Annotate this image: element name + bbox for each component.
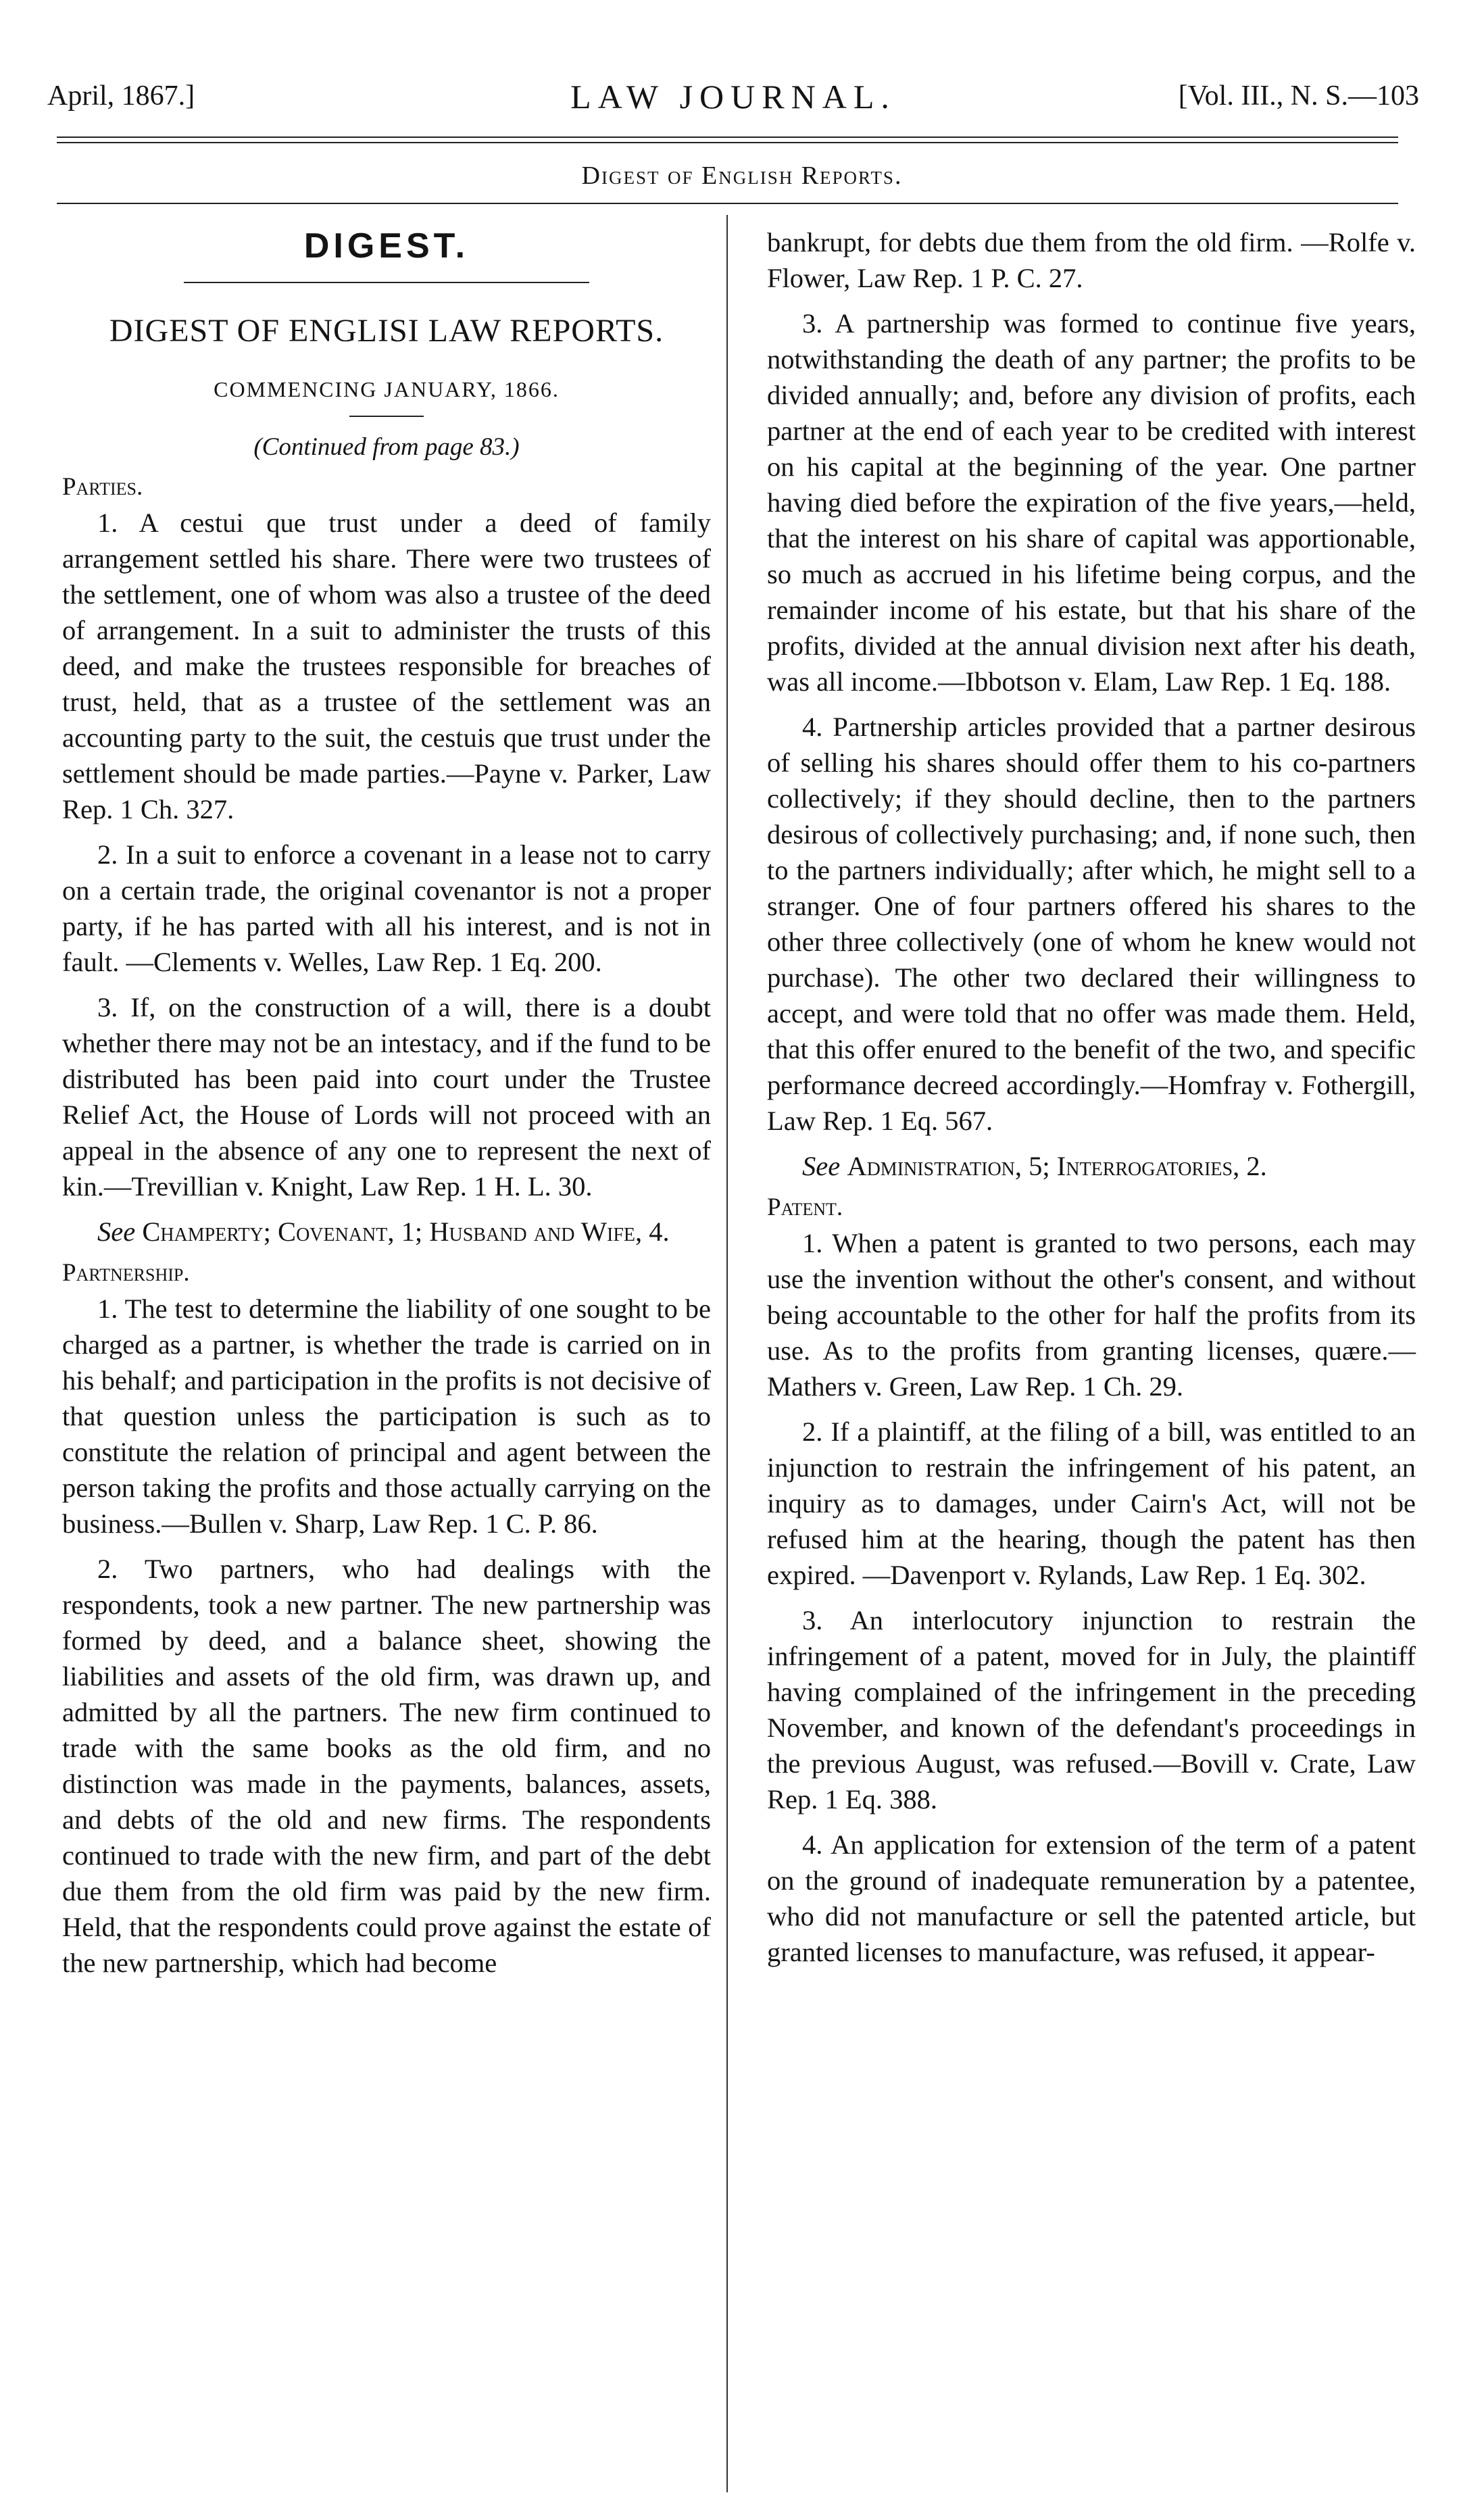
- digest-entry: 4. Partnership articles provided that a partner desirous of selling his shares should offer them to his co-partners collectively; if they should decline, then to the partners desirous of collectively purchasing; and, if none such, then to the partners individually; after which, he might sell to a stranger. One of four partners offered his shares to the other three collectively (one of whom he knew would not purchase). The other two declared their willingness to accept, and were told that no offer was made them. Held, that this offer enured to the benefit of the two, and specific performance decreed accordingly.—Homfray v. Fothergill, Law Rep. 1 Eq. 567.: [767, 712, 1416, 1136]
- cross-reference: [62, 1214, 711, 1250]
- digest-entry: 1. When a patent is granted to two persons, each may use the invention without the other's consent, and without being accountable to the other for half the profits from its use. As to the profits from granting licenses, quære.—Mathers v. Green, Law Rep. 1 Ch. 29.: [767, 1228, 1416, 1402]
- digest-title-rule: [184, 282, 589, 283]
- commencing-date: COMMENCING JANUARY, 1866.: [214, 377, 560, 401]
- column-divider: [726, 215, 728, 2492]
- digest-entry: 2. In a suit to enforce a covenant in a lease not to carry on a certain trade, the original covenantor is not a proper party, if he has parted with all his interest, and is not in fault. —Clements v. Welles, Law Rep. 1 Eq. 200.: [62, 839, 711, 977]
- section-subheading: Digest of English Reports.: [581, 162, 903, 190]
- header-rule-top: [57, 137, 1398, 138]
- digest-entry: 2. Two partners, who had dealings with the respondents, took a new partner. The new partnership was formed by deed, and a balance sheet, showing the liabilities and assets of the old firm, was drawn up, and admitted by all the partners. The new firm continued to trade with the same books as the old firm, and no distinction was made in the payments, balances, assets, and debts of the old and new firms. The respondents continued to trade with the new firm, and part of the debt due them from the old firm was paid by the new firm. Held, that the respondents could prove against the estate of the new partnership, which had become: [62, 1554, 711, 1978]
- issue-date: April, 1867.]: [47, 80, 195, 112]
- see-label: See: [97, 1216, 136, 1247]
- continued-note: (Continued from page 83.): [253, 433, 520, 461]
- digest-entry: 1. The test to determine the liability of one sought to be charged as a partner, is whether the trade is carried on in his behalf; and participation in the profits is not decisive of that question unless the participation is such as to constitute the relation of principal and agent between the person taking the profits and those actually carrying on the business.—Bullen v. Sharp, Law Rep. 1 C. P. 86.: [62, 1293, 711, 1539]
- digest-entry: 2. If a plaintiff, at the filing of a bill, was entitled to an injunction to restrain the infringement of his patent, an inquiry as to damages, under Cairn's Act, will not be refused him at the hearing, though the patent has then expired. —Davenport v. Rylands, Law Rep. 1 Eq. 302.: [767, 1416, 1416, 1590]
- digest-entry: 1. A cestui que trust under a deed of family arrangement settled his share. There were two trustees of the settlement, one of whom was also a trustee of the deed of arrangement. In a suit to administer the trusts of this deed, and make the trustees responsible for breaches of trust, held, that as a trustee of the settlement was an accounting party to the suit, the cestuis que trust under the settlement should be made parties.—Payne v. Parker, Law Rep. 1 Ch. 327.: [62, 508, 711, 824]
- see-label: See: [802, 1151, 841, 1181]
- digest-entry: 3. An interlocutory injunction to restrain the infringement of a patent, moved for in July, the plaintiff having complained of the infringement in the preceding November, and known of the defendant's proceedings in the previous August, was refused.—Bovill v. Crate, Law Rep. 1 Eq. 388.: [767, 1605, 1416, 1815]
- volume-page: [Vol. III., N. S.—103: [1178, 80, 1419, 112]
- section-heading-partnership: Partnership.: [62, 1259, 190, 1287]
- see-references: Administration, 5; Interrogatories, 2.: [847, 1151, 1267, 1181]
- digest-entry: 3. If, on the construction of a will, there is a doubt whether there may not be an intestacy, and if the fund to be distributed has been paid into court under the Trustee Relief Act, the House of Lords will not proceed with an appeal in the absence of any one to represent the next of kin.—Trevillian v. Knight, Law Rep. 1 H. L. 30.: [62, 992, 711, 1202]
- digest-entry: 3. A partnership was formed to continue five years, notwithstanding the death of any partner; the profits to be divided annually; and, before any division of profits, each partner at the end of each year to be credited with interest on his capital at the beginning of the year. One partner having died before the expiration of the five years,—held, that the interest on his share of capital was apportionable, so much as accrued in his lifetime being corpus, and the remainder income of his estate, but that his share of the profits, divided at the annual division next after his death, was all income.—Ibbotson v. Elam, Law Rep. 1 Eq. 188.: [767, 308, 1416, 697]
- commencing-rule: [349, 416, 424, 417]
- left-column: [62, 216, 711, 1990]
- see-references: Champerty; Covenant, 1; Husband and Wife, 4.: [142, 1216, 670, 1247]
- section-heading-parties: Parties.: [62, 473, 143, 501]
- header-rule-bottom: [57, 142, 1398, 143]
- section-heading-patent: Patent.: [767, 1193, 843, 1221]
- reports-title: DIGEST OF ENGLISI LAW REPORTS.: [109, 313, 664, 349]
- cross-reference: [767, 1148, 1416, 1184]
- digest-title: DIGEST.: [303, 226, 470, 266]
- journal-title: LAW JOURNAL.: [570, 78, 896, 116]
- digest-entry-continued: bankrupt, for debts due them from the old firm. —Rolfe v. Flower, Law Rep. 1 P. C. 27.: [767, 227, 1416, 293]
- digest-entry: 4. An application for extension of the term of a patent on the ground of inadequate remuneration by a patentee, who did not manufacture or sell the patented article, but granted licenses to manufacture, was refused, it appear-: [767, 1829, 1416, 1967]
- right-column: [767, 224, 1416, 1979]
- running-head: [47, 80, 1419, 127]
- subheading-rule: [57, 203, 1398, 204]
